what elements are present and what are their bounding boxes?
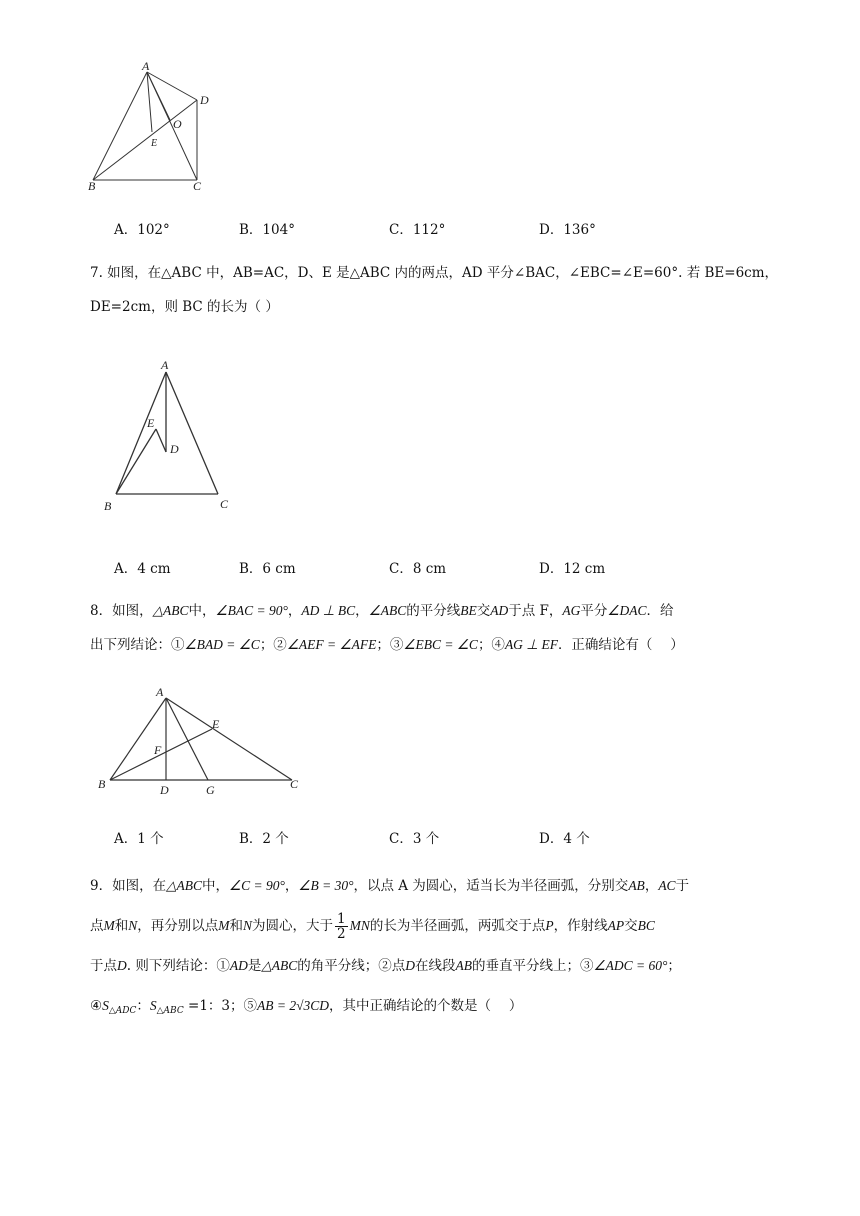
q8-label-c: C xyxy=(290,777,299,791)
q7-line-2: DE=2cm，则 BC 的长为（ ） xyxy=(90,299,279,315)
q7-option-c[interactable]: C．8 cm xyxy=(389,561,447,577)
q9-line-1: 9．如图，在△ABC中，∠C = 90°，∠B = 30°，以点 A 为圆心，适当长为半径画弧，分别交AB，AC于 xyxy=(90,878,690,894)
q8-option-a[interactable]: A．1 个 xyxy=(114,831,164,847)
q8-option-b[interactable]: B．2 个 xyxy=(239,831,289,847)
q6-label-d: D xyxy=(200,93,209,107)
q8-diagram xyxy=(92,680,312,800)
q8-option-d[interactable]: D．4 个 xyxy=(539,831,590,847)
q7-option-b[interactable]: B．6 cm xyxy=(239,561,296,577)
q7-option-d[interactable]: D．12 cm xyxy=(539,561,606,577)
q6-label-c: C xyxy=(193,179,202,193)
q8-line-1: 8．如图，△ABC中，∠BAC = 90°，AD ⊥ BC，∠ABC的平分线BE交AD于点 F，AG平分∠DAC．给 xyxy=(90,603,674,619)
q6-label-o: O xyxy=(173,117,182,131)
q7-stem xyxy=(90,256,780,324)
q6-option-d[interactable]: D．136° xyxy=(539,222,596,238)
q7-diagram xyxy=(100,352,240,517)
q6-figure xyxy=(85,60,225,195)
q6-label-b: B xyxy=(88,179,96,193)
q8-label-d: D xyxy=(160,783,169,797)
q6-label-e: E xyxy=(151,138,158,149)
q8-label-f: F xyxy=(154,743,162,757)
q8-figure xyxy=(92,680,312,800)
q8-label-a: A xyxy=(156,685,164,699)
q6-label-a: A xyxy=(142,59,150,73)
q8-label-b: B xyxy=(98,777,106,791)
q7-label-a: A xyxy=(161,358,169,372)
q9-line-2: 点M和N，再分别以点M和N为圆心，大于 $\frac{1}{2}$ MN的长为半径画弧，两弧交于点P，作射线AP交BC xyxy=(90,911,655,942)
q7-line-1: 7. 如图，在△ABC 中，AB=AC，D、E 是△ABC 内的两点，AD 平分∠BAC，∠EBC=∠E=60°. 若 BE=6cm， xyxy=(90,265,779,281)
q7-figure xyxy=(100,352,240,517)
q6-option-a[interactable]: A．102° xyxy=(114,222,170,238)
q7-label-b: B xyxy=(104,499,112,513)
q8-label-e: E xyxy=(212,717,220,731)
q7-label-e: E xyxy=(147,416,155,430)
q6-option-c[interactable]: C．112° xyxy=(389,222,446,238)
q8-label-g: G xyxy=(206,783,215,797)
q7-label-c: C xyxy=(220,497,229,511)
q6-diagram xyxy=(85,60,225,195)
q7-option-a[interactable]: A．4 cm xyxy=(114,561,171,577)
q8-line-2: 出下列结论：①∠BAD = ∠C；②∠AEF = ∠AFE；③∠EBC = ∠C；④AG ⊥ EF．正确结论有（ ） xyxy=(90,637,684,653)
q6-option-b[interactable]: B．104° xyxy=(239,222,295,238)
q8-stem xyxy=(90,594,780,662)
q9-line-4: $④S_{\triangle ADC}$：$S_{\triangle ABC} =1$：3；⑤AB = 2√3CD，其中正确结论的个数是（ ） xyxy=(90,998,523,1016)
q7-label-d: D xyxy=(170,442,179,456)
q8-option-c[interactable]: C．3 个 xyxy=(389,831,440,847)
q9-fraction: $\frac{1}{2}$ xyxy=(337,911,346,942)
q9-stem xyxy=(90,866,780,1031)
q9-line-3: 于点D. 则下列结论：①AD是△ABC的角平分线；②点D在线段AB的垂直平分线上；③∠ADC = 60°； xyxy=(90,958,681,974)
